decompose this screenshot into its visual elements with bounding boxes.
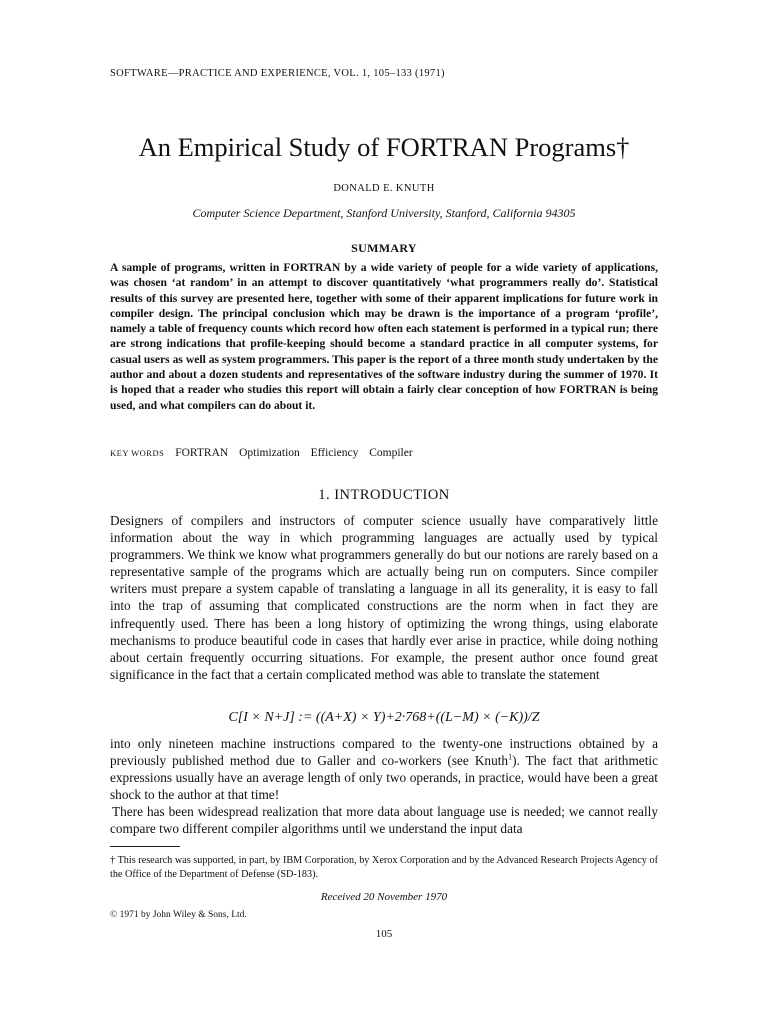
paper-title bbox=[110, 132, 658, 163]
footnote-divider bbox=[110, 846, 180, 847]
keyword-item: Efficiency bbox=[310, 447, 359, 459]
citation-reference: 1 bbox=[508, 752, 513, 762]
display-equation: C[I × N+J] := ((A+X) × Y)+2·768+((L−M) × (−K))/Z bbox=[228, 710, 540, 725]
funding-footnote: † This research was supported, in part, by IBM Corporation, by Xerox Corporation and by the Advanced Research Projects Agency of the Office of the Department of Defense (SD-183). bbox=[110, 855, 658, 880]
received-date: Received 20 November 1970 bbox=[320, 891, 448, 903]
introduction-paragraph-3: There has been widespread realization that more data about language use is needed; we cannot really compare two different compiler algorithms until we understand the input data bbox=[110, 804, 658, 837]
section-heading-introduction: 1. INTRODUCTION bbox=[318, 487, 450, 503]
journal-header: SOFTWARE—PRACTICE AND EXPERIENCE, VOL. 1, 105–133 (1971) bbox=[110, 68, 445, 79]
keyword-item: FORTRAN bbox=[175, 447, 229, 459]
title-footnote-mark: † bbox=[616, 132, 630, 162]
summary-text: A sample of programs, written in FORTRAN by a wide variety of people for a wide variety of applications, was chosen ‘at random’ in an attempt to discover quantitatively ‘what programmers really do’. Statistical results of this survey are presented here, together with some of their apparent implications for future work in compiler design. The principal conclusion which may be drawn is the importance of a program ‘profile’, namely a table of frequency counts which record how often each statement is performed in a typical run; there are strong indications that profile-keeping should become a standard practice in all computer systems, for casual users as well as system programmers. This paper is the report of a three month study undertaken by the author and about a dozen students and representatives of the software industry during the summer of 1970. It is hoped that a reader who studies this report will obtain a fairly clear conception of how FORTRAN is being used, and what compilers can do about it. bbox=[110, 261, 658, 412]
summary-heading: SUMMARY bbox=[351, 241, 417, 255]
paragraph-2-text-b: ). The fact that arithmetic expressions usually have an average length of only two operands, in practice, would have been a great shock to the author at that time! bbox=[110, 753, 658, 803]
author-affiliation: Computer Science Department, Stanford University, Stanford, California 94305 bbox=[192, 206, 576, 220]
author-name: DONALD E. KNUTH bbox=[333, 183, 435, 194]
page-number: 105 bbox=[375, 928, 393, 940]
paragraph-2-text-a: into only nineteen machine instructions compared to the twenty-one instructions obtained by a previously published method due to Galler and co-workers (see Knuth bbox=[110, 736, 658, 769]
keyword-item: Compiler bbox=[369, 447, 413, 459]
copyright-notice: © 1971 by John Wiley & Sons, Ltd. bbox=[110, 910, 247, 920]
keywords-label: KEY WORDS bbox=[110, 448, 165, 458]
introduction-paragraph-1: Designers of compilers and instructors of computer science usually have comparatively little information about the way in which programming languages are actually used by typical programmers. We think we know what programmers generally do but our notions are rarely based on a representative sample of the programs which are actually being run on computers. Since compiler writers must prepare a system capable of translating a language in all its generality, it is easy to fall into the trap of assuming that complicated constructions are the norm when in fact they are infrequently used. There has been a long history of optimizing the wrong things, using elaborate mechanisms to produce beautiful code in cases that hardly ever arise in practice, while doing nothing about certain frequently occurring situations. For example, the present author once found great significance in the fact that a certain complicated method was able to translate the statement bbox=[110, 513, 658, 682]
keyword-item: Optimization bbox=[239, 447, 300, 459]
keywords-line bbox=[110, 447, 658, 459]
paper-page bbox=[110, 0, 658, 1024]
paper-title-text: An Empirical Study of FORTRAN Programs bbox=[138, 132, 617, 162]
introduction-paragraph-2 bbox=[110, 735, 658, 803]
